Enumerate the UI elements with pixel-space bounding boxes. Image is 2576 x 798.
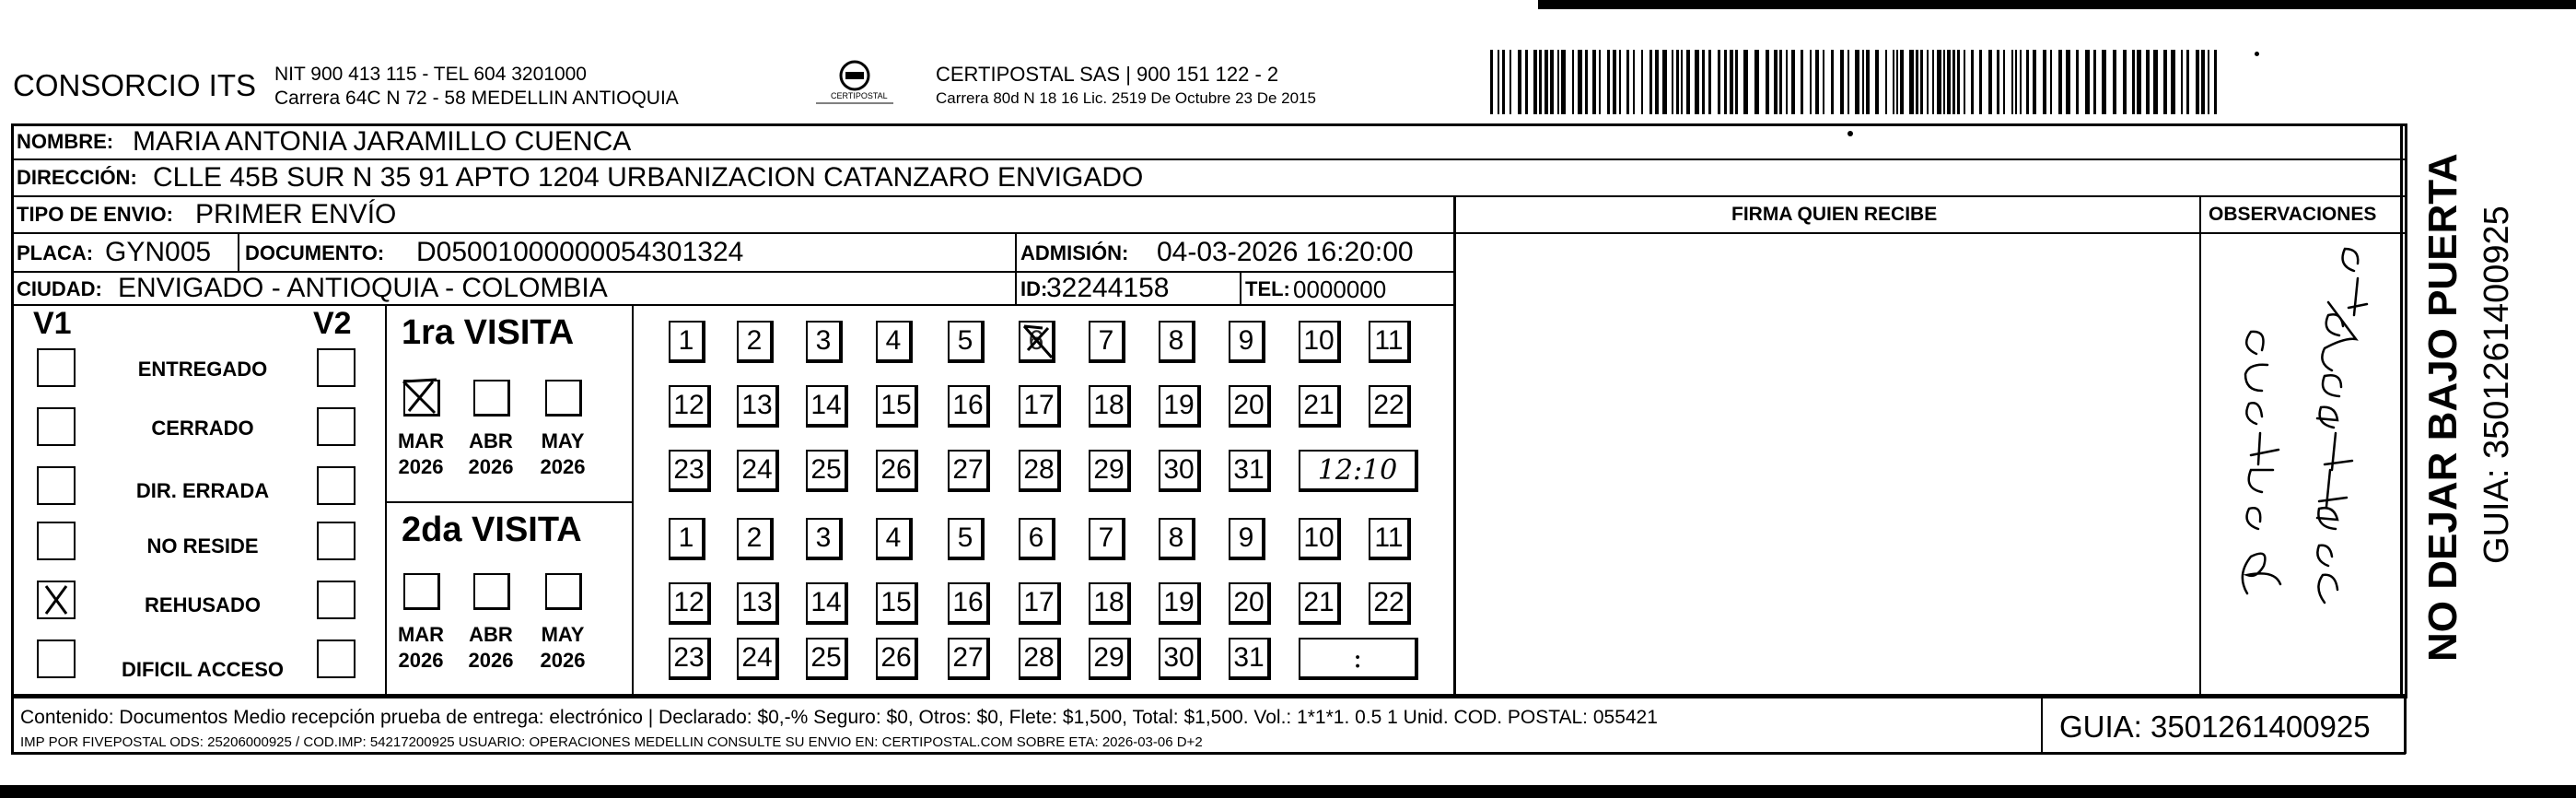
day-number: 18 (1093, 390, 1125, 420)
v2-checkbox[interactable] (317, 581, 356, 619)
day-number: 1 (678, 522, 694, 553)
month-label: MAY (541, 429, 585, 452)
status-label: CERRADO (151, 417, 254, 440)
day-number: 2 (746, 325, 763, 356)
footer-imp: IMP POR FIVEPOSTAL ODS: 25206000925 / COD.IMP: 54217200925 USUARIO: OPERACIONES MEDELLIN CONSULTE SU ENVIO EN: CERTIPOSTAL.COM SOBRE ETA: 2026-03-06 D+2 (20, 734, 1203, 750)
first-visit-day[interactable] (948, 385, 990, 428)
day-number: 6 (1028, 325, 1044, 356)
first-visit-day[interactable] (1229, 385, 1271, 428)
tipo-label: TIPO DE ENVIO: (17, 203, 173, 226)
status-label: NO RESIDE (146, 534, 259, 557)
first-visit-day[interactable] (737, 321, 774, 363)
day-number: 31 (1233, 454, 1265, 485)
second-visit-day[interactable] (737, 518, 774, 560)
first-visit-day[interactable] (1159, 385, 1201, 428)
day-number: 28 (1023, 454, 1055, 485)
day-number: 17 (1023, 390, 1055, 420)
second-visit-day[interactable] (948, 582, 990, 625)
first-visit-day[interactable] (1369, 385, 1411, 428)
rule (2400, 123, 2403, 697)
documento-value: D05001000000054301324 (416, 237, 744, 267)
day-number: 23 (673, 454, 705, 485)
day-number: 9 (1238, 325, 1254, 356)
day-number: 3 (815, 325, 832, 356)
carrier-name: CERTIPOSTAL SAS | 900 151 122 - 2 (936, 63, 1279, 86)
day-number: 27 (952, 642, 984, 673)
first-visit-day[interactable] (1299, 385, 1341, 428)
nombre-value: MARIA ANTONIA JARAMILLO CUENCA (133, 126, 632, 157)
day-number: 16 (952, 390, 984, 420)
month-label: ABR (469, 429, 513, 452)
month-checkbox[interactable] (473, 573, 510, 610)
second-visit-day[interactable] (1369, 582, 1411, 625)
warning-vertical: NO DEJAR BAJO PUERTA (2420, 153, 2465, 662)
company-nit: NIT 900 413 115 - TEL 604 3201000 (274, 64, 587, 85)
day-number: 22 (1373, 390, 1405, 420)
second-visit-day[interactable] (1299, 582, 1341, 625)
year-label: 2026 (468, 649, 514, 672)
first-visit-day[interactable] (806, 385, 848, 428)
observaciones-header: OBSERVACIONES (2209, 204, 2377, 225)
top-rule (1538, 0, 2576, 9)
first-visit-title: 1ra VISITA (402, 313, 575, 352)
second-visit-day[interactable] (1229, 638, 1271, 680)
day-number: 30 (1163, 454, 1195, 485)
first-visit-day[interactable] (876, 385, 918, 428)
rule (11, 304, 1453, 306)
company-address: Carrera 64C N 72 - 58 MEDELLIN ANTIOQUIA (274, 88, 679, 109)
logo-text: CERTIPOSTAL (831, 91, 888, 100)
v1-checkbox[interactable] (37, 466, 76, 505)
day-number: 3 (815, 522, 832, 553)
day-number: 13 (741, 587, 773, 617)
second-visit-day[interactable] (1019, 638, 1061, 680)
day-number: 18 (1093, 587, 1125, 617)
day-number: 29 (1093, 454, 1125, 485)
second-visit-day[interactable] (806, 582, 848, 625)
placa-label: PLACA: (17, 241, 94, 264)
carrier-address: Carrera 80d N 18 16 Lic. 2519 De Octubre 23 De 2015 (936, 89, 1316, 107)
day-number: 15 (880, 587, 912, 617)
first-visit-day[interactable] (806, 450, 848, 492)
day-number: 22 (1373, 587, 1405, 617)
day-number: 2 (746, 522, 763, 553)
month-label: ABR (469, 623, 513, 646)
day-number: 24 (741, 642, 773, 673)
tipo-value: PRIMER ENVÍO (195, 199, 397, 229)
rule (385, 304, 387, 697)
month-label: MAY (541, 623, 585, 646)
second-visit-day[interactable] (737, 638, 779, 680)
month-checkbox[interactable] (545, 380, 582, 417)
second-visit-day[interactable] (1089, 582, 1131, 625)
day-number: 26 (880, 642, 912, 673)
v2-checkbox[interactable] (317, 522, 356, 560)
second-visit-day[interactable] (1089, 518, 1125, 560)
second-visit-day[interactable] (806, 518, 843, 560)
second-visit-day[interactable] (876, 638, 918, 680)
day-number: 12 (673, 390, 705, 420)
second-visit-day[interactable] (1019, 518, 1055, 560)
first-visit-day[interactable] (737, 450, 779, 492)
barcode-icon (1490, 50, 2223, 114)
month-checkbox[interactable] (403, 573, 440, 610)
v1-checkbox[interactable] (37, 522, 76, 560)
rule (11, 697, 2407, 698)
first-visit-day[interactable] (1299, 321, 1341, 363)
day-number: 27 (952, 454, 984, 485)
day-number: 7 (1098, 522, 1114, 553)
ciudad-value: ENVIGADO - ANTIOQUIA - COLOMBIA (118, 273, 608, 303)
day-number: 24 (741, 454, 773, 485)
ciudad-label: CIUDAD: (17, 277, 102, 300)
day-number: 25 (810, 642, 842, 673)
day-number: 10 (1303, 522, 1335, 553)
second-visit-day[interactable] (1089, 638, 1131, 680)
admision-label: ADMISIÓN: (1020, 241, 1129, 264)
second-visit-time[interactable]: : (1299, 638, 1418, 680)
second-visit-day[interactable] (806, 638, 848, 680)
day-number: 8 (1168, 325, 1184, 356)
first-visit-day[interactable] (1089, 450, 1131, 492)
first-visit-day[interactable] (1089, 321, 1125, 363)
first-visit-day[interactable] (669, 321, 705, 363)
day-number: 6 (1028, 522, 1044, 553)
second-visit-day[interactable] (1229, 582, 1271, 625)
direccion-label: DIRECCIÓN: (17, 166, 137, 189)
rule (1240, 271, 1241, 304)
second-visit-day[interactable] (1159, 582, 1201, 625)
second-visit-day[interactable] (669, 638, 711, 680)
first-visit-day[interactable] (1159, 321, 1195, 363)
month-checkbox[interactable] (403, 380, 440, 417)
day-number: 17 (1023, 587, 1055, 617)
day-number: 13 (741, 390, 773, 420)
first-visit-day[interactable] (1019, 321, 1055, 363)
tel-value: 0000000 (1293, 276, 1387, 303)
v1-checkbox[interactable] (37, 581, 76, 619)
day-number: 10 (1303, 325, 1335, 356)
day-number: 5 (957, 522, 973, 553)
month-label: MAR (397, 623, 445, 646)
day-number: 14 (810, 587, 842, 617)
rule (11, 752, 2406, 755)
footer-contenido: Contenido: Documentos Medio recepción prueba de entrega: electrónico | Declarado: $0,-% Seguro: $0, Otros: $0, Flete: $1,500, Total: $1,500. Vol.: 1*1*1. 0.5 1 Unid. COD. POSTAL: 055421 (20, 707, 1658, 728)
status-label: DIFICIL ACCESO (121, 658, 284, 681)
first-visit-day[interactable] (1229, 321, 1265, 363)
v1-checkbox[interactable] (37, 640, 76, 678)
day-number: 5 (957, 325, 973, 356)
day-number: 14 (810, 390, 842, 420)
company-name: CONSORCIO ITS (13, 68, 257, 102)
first-visit-day[interactable] (948, 450, 990, 492)
admision-value: 04-03-2026 16:20:00 (1157, 237, 1414, 267)
rule (11, 195, 2407, 197)
first-visit-day[interactable] (1019, 385, 1061, 428)
year-label: 2026 (398, 649, 444, 672)
rule (11, 697, 14, 754)
dot-mark (2255, 52, 2259, 56)
second-visit-day[interactable] (948, 638, 990, 680)
second-visit-day[interactable] (1299, 518, 1341, 560)
year-label: 2026 (540, 455, 586, 478)
year-label: 2026 (540, 649, 586, 672)
documento-label: DOCUMENTO: (245, 241, 385, 264)
day-number: 21 (1303, 587, 1335, 617)
day-number: 26 (880, 454, 912, 485)
day-number: 19 (1163, 390, 1195, 420)
year-label: 2026 (468, 455, 514, 478)
year-label: 2026 (398, 455, 444, 478)
second-visit-day[interactable] (1159, 518, 1195, 560)
first-visit-day[interactable] (1159, 450, 1201, 492)
second-visit-title: 2da VISITA (402, 510, 582, 549)
rule (2199, 195, 2201, 697)
id-label: ID: (1020, 277, 1048, 300)
second-visit-day[interactable] (876, 518, 913, 560)
day-number: 8 (1168, 522, 1184, 553)
second-visit-day[interactable] (1369, 518, 1411, 560)
first-visit-day[interactable] (1089, 385, 1131, 428)
second-visit-day[interactable] (1019, 582, 1061, 625)
second-visit-day[interactable] (948, 518, 985, 560)
handwritten-note (2210, 234, 2398, 695)
direccion-value: CLLE 45B SUR N 35 91 APTO 1204 URBANIZACION CATANZARO ENVIGADO (153, 162, 1144, 193)
status-label: ENTREGADO (137, 358, 268, 381)
second-visit-day[interactable] (669, 582, 711, 625)
rule (2041, 697, 2043, 754)
day-number: 7 (1098, 325, 1114, 356)
day-number: 9 (1238, 522, 1254, 553)
month-label: MAR (397, 429, 445, 452)
day-check-mark (1020, 323, 1057, 363)
nombre-label: NOMBRE: (17, 130, 114, 153)
v2-checkbox[interactable] (317, 466, 356, 505)
rule (1453, 195, 1456, 697)
day-number: 12 (673, 587, 705, 617)
day-number: 4 (885, 522, 902, 553)
first-visit-day[interactable] (669, 450, 711, 492)
v2-checkbox[interactable] (317, 640, 356, 678)
v2-checkbox[interactable] (317, 348, 356, 387)
status-label: REHUSADO (145, 593, 261, 616)
rule (1015, 232, 1017, 304)
day-number: 11 (1374, 522, 1404, 553)
day-number: 31 (1233, 642, 1265, 673)
status-label: DIR. ERRADA (135, 479, 270, 502)
first-visit-time[interactable]: 12:10 (1299, 450, 1418, 492)
firma-header: FIRMA QUIEN RECIBE (1731, 204, 1938, 225)
month-checkbox[interactable] (473, 380, 510, 417)
v2-checkbox[interactable] (317, 407, 356, 446)
day-number: 25 (810, 454, 842, 485)
first-visit-day[interactable] (1369, 321, 1411, 363)
v1-label: V1 (33, 306, 72, 341)
rule (385, 501, 632, 503)
placa-value: GYN005 (105, 237, 212, 267)
first-visit-day[interactable] (737, 385, 779, 428)
first-visit-day[interactable] (1229, 450, 1271, 492)
v1-checkbox[interactable] (37, 407, 76, 446)
v2-label: V2 (313, 306, 352, 341)
rule (2404, 697, 2407, 754)
day-number: 23 (673, 642, 705, 673)
second-visit-day[interactable] (1159, 638, 1201, 680)
second-visit-day[interactable] (1229, 518, 1265, 560)
footer-guia: GUIA: 3501261400925 (2059, 710, 2371, 744)
day-number: 16 (952, 587, 984, 617)
day-number: 20 (1233, 587, 1265, 617)
day-number: 11 (1374, 325, 1404, 356)
first-visit-day[interactable] (669, 385, 711, 428)
day-number: 4 (885, 325, 902, 356)
tel-label: TEL: (1245, 277, 1290, 300)
rule (238, 232, 239, 271)
day-number: 20 (1233, 390, 1265, 420)
rule (11, 158, 2407, 160)
v1-checkbox[interactable] (37, 348, 76, 387)
guia-vertical: GUIA: 3501261400925 (2477, 205, 2516, 564)
first-visit-day[interactable] (1019, 450, 1061, 492)
day-number: 30 (1163, 642, 1195, 673)
second-visit-day[interactable] (737, 582, 779, 625)
bottom-rule (0, 785, 2576, 798)
day-number: 1 (678, 325, 694, 356)
day-number: 28 (1023, 642, 1055, 673)
month-checkbox[interactable] (545, 573, 582, 610)
first-visit-day[interactable] (948, 321, 985, 363)
day-number: 15 (880, 390, 912, 420)
second-visit-day[interactable] (876, 582, 918, 625)
day-number: 19 (1163, 587, 1195, 617)
certipostal-logo (812, 59, 897, 109)
day-number: 29 (1093, 642, 1125, 673)
id-value: 32244158 (1046, 273, 1170, 303)
rule (11, 232, 2407, 234)
rule (632, 304, 634, 697)
second-visit-day[interactable] (669, 518, 705, 560)
first-visit-day[interactable] (876, 450, 918, 492)
day-number: 21 (1303, 390, 1335, 420)
first-visit-day[interactable] (806, 321, 843, 363)
first-visit-day[interactable] (876, 321, 913, 363)
